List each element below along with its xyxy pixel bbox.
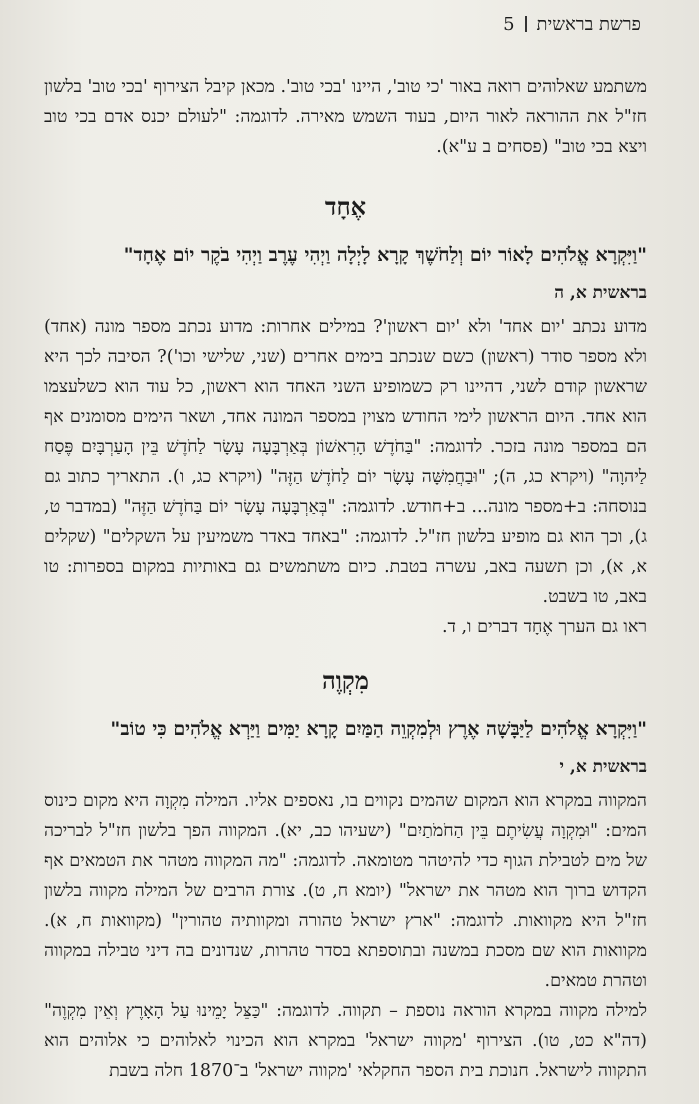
running-title: פרשת בראשית — [536, 13, 641, 35]
entry-source: בראשית א, י — [559, 757, 647, 777]
entry-headword: מִקְוֶה — [321, 666, 369, 695]
entry-verse: "וַיִּקְרָא אֱלֹהִים לַיַּבָּשָׁה אֶרֶץ וּלְמִקְוֵה הַמַּיִם קָרָא יַמִּים וַיַּרְא אֱלֹהִים כִּי טוֹב" — [110, 718, 647, 740]
entry-body: מדוע נכתב 'יום אחד' ולא 'יום ראשון'? במילים אחרות: מדוע נכתב מספר מונה (אחד) ולא מספר סודר (ראשון) כשם שנכתב בימים אחרים (שני, שלישי וכו')? הסיבה לכך היא שראשון קודם לשני, דהיינו רק כשמופיע השני האחד הוא ראשון, כל עוד הוא כשלעצמו הוא אחד. היום הראשון לימי החודש מצוין במספר המונה אחד, ושאר הימים מסומנים אף הם במספר מונה בזכר. לדוגמה: "בַּחֹדֶשׁ הָרִאשׁוֹן בְּאַרְבָּעָה עָשָׂר לַחֹדֶשׁ בֵּין הָעַרְבָּיִם פֶּסַח לַיהוָה" (ויקרא כג, ה); "וּבַחֲמִשָּׁה עָשָׂר יוֹם לַחֹדֶשׁ הַזֶּה" (ויקרא כג, ו). התאריך כתוב גם בנוסחה: ב+מספר מונה... ב+חודש. לדוגמה: "בְּאַרְבָּעָה עָשָׂר יוֹם בַּחֹדֶשׁ הַזֶּה" (במדבר ט, ג), וכך הוא גם מופיע בלשון חז"ל. לדוגמה: "באחד באדר משמיעין על השקלים" (שקלים א, א), וכן תשעה באב, עשרה בטבת. כיום משתמשים גם באותיות במקום בספרות: טו באב, טו בשבט. — [44, 317, 647, 607]
entry-body: המקווה במקרא הוא המקום שהמים נקווים בו, נאספים אליו. המילה מִקְוָה היא מקום כינוס המים: "וּמִקְוָה עֲשִׂיתֶם בֵּין הַחֹמֹתַיִם" (ישעיהו כב, יא). המקווה הפך בלשון חז"ל לבריכה של מים לטבילת הגוף כדי להיטהר מטומאה. לדוגמה: "מה המקווה מטהר את הטמאים אף הקדוש ברוך הוא מטהר את ישראל" (יומא ח, ט). צורת הרבים של המילה מקווה בלשון חז"ל היא מקוואות. לדוגמה: "ארץ ישראל טהורה ומקוותיה טהורין" (מקוואות ח, א). מקוואות הוא שם מסכת במשנה ובתוספתא בסדר טהרות, שנדונים בה דיני טבילה במקווה וטהרת טמאים. — [44, 791, 647, 991]
entry-source: בראשית א, ה — [554, 283, 647, 303]
entry-headword: אֶחָד — [324, 192, 367, 221]
bleed-through-text — [190, 10, 430, 20]
see-also: ראו גם הערך אֶחָד דברים ו, ד. — [441, 617, 647, 637]
entry-body-continued: למילה מקווה במקרא הוראה נוספת – תקווה. לדוגמה: "כַּצֵּל יָמֵינוּ עַל הָאָרֶץ וְאֵין מִקְוֶה" (דה"א כט, טו). הצירוף 'מקווה ישראל' במקרא הוא הכינוי לאלוהים כי אלוהים הוא התקווה לישראל. חנוכת בית הספר החקלאי 'מקווה ישראל' ב־1870 חלה בשבת — [44, 1001, 647, 1081]
intro-paragraph: משתמע שאלוהים רואה באור 'כי טוב', היינו 'בכי טוב'. מכאן קיבל הצירוף 'בכי טוב' בלשון חז"ל את ההוראה לאור היום, בעוד השמש מאירה. לדוגמה: "לעולם יכנס אדם בכי טוב ויצא בכי טוב" (פסחים ב ע"א). — [44, 77, 647, 157]
page-number: 5 — [503, 13, 515, 35]
header-separator — [525, 16, 527, 32]
entry-verse: "וַיִּקְרָא אֱלֹהִים לָאוֹר יוֹם וְלַחֹשֶׁךְ קָרָא לָיְלָה וַיְהִי עֶרֶב וַיְהִי בֹקֶר יוֹם אֶחָד" — [123, 244, 647, 266]
